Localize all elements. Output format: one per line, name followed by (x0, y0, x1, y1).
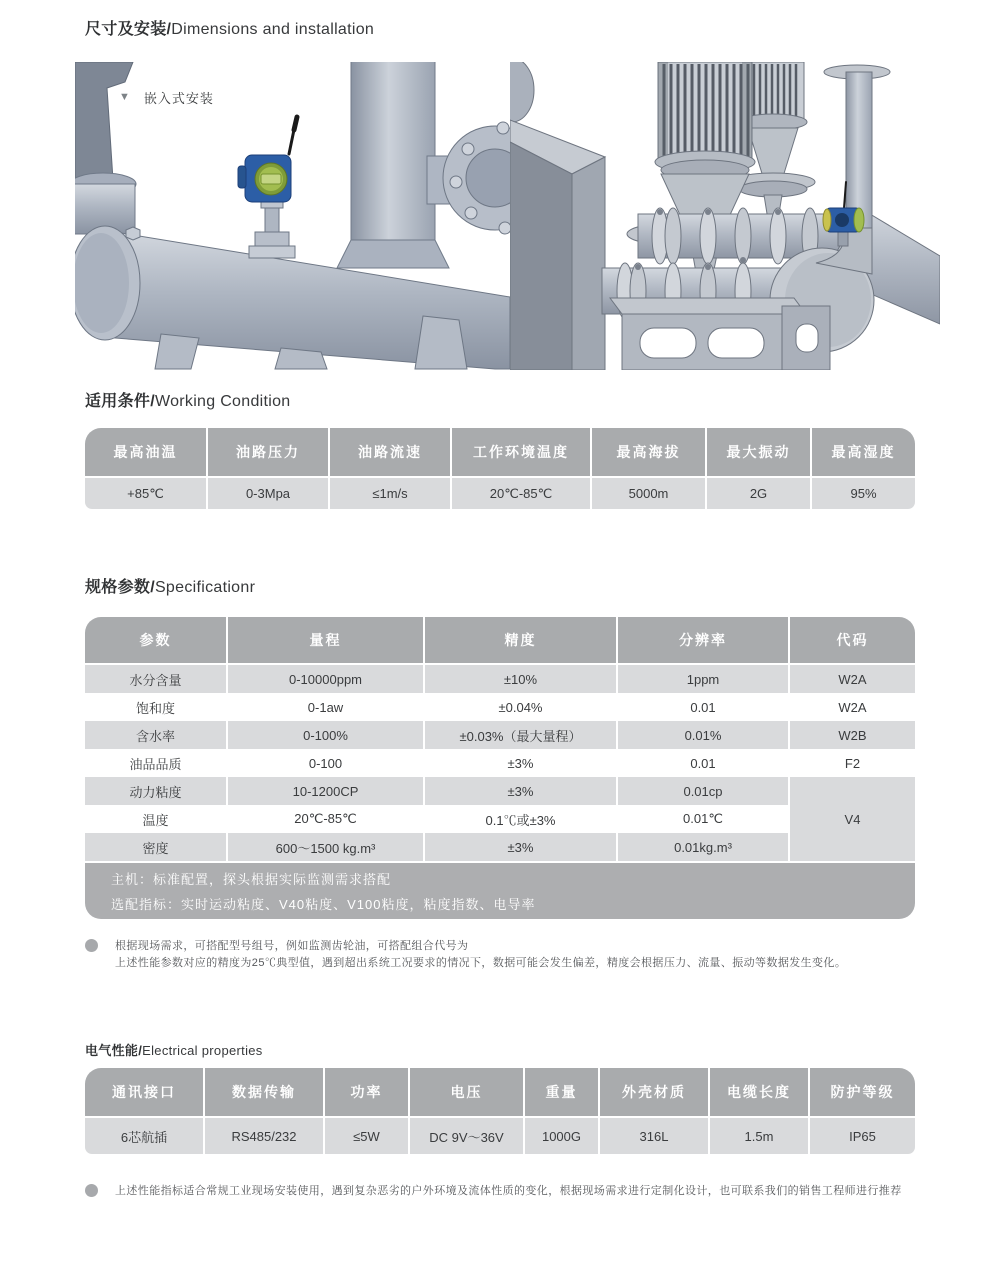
working-value-cell: +85℃ (85, 478, 208, 509)
figure-caption-text: 嵌入式安装 (143, 91, 214, 106)
spec-notes (85, 938, 925, 972)
spec-note-line: 上述性能参数对应的精度为25℃典型值，遇到超出系统工况要求的情况下，数据可能会发生偏差，精度会根据压力、流量、振动等数据发生变化。 (115, 957, 847, 970)
working-header-cell: 最高油温 (85, 428, 208, 478)
working-condition-table (85, 428, 915, 509)
spec-cell: ±0.03%（最大量程） (425, 721, 618, 749)
section-title-specification (85, 574, 255, 597)
triangle-marker-icon: ▼ (119, 91, 130, 103)
spec-cell: ±10% (425, 665, 618, 693)
spec-merged-code-cell: V4 (790, 777, 915, 861)
electrical-value-cell: 1.5m (710, 1118, 810, 1154)
electrical-header-cell: 外壳材质 (600, 1068, 710, 1118)
section-title-dimensions (85, 16, 374, 39)
spec-cell: W2A (790, 665, 915, 693)
working-value-cell: 0-3Mpa (208, 478, 330, 509)
electrical-header-cell: 电压 (410, 1068, 525, 1118)
spec-cell: 0.01 (618, 693, 790, 721)
spec-cell: 温度 (85, 805, 228, 833)
spec-cell: 0-100 (228, 749, 425, 777)
working-value-cell: 2G (707, 478, 812, 509)
spec-cell: 10-1200CP (228, 777, 425, 805)
note-bullet-icon (85, 1184, 98, 1197)
spec-cell: ±3% (425, 777, 618, 805)
spec-cell: 0.1℃或±3% (425, 805, 618, 833)
spec-cell: ±0.04% (425, 693, 618, 721)
note-bullet-icon (85, 939, 98, 952)
electrical-header-cell: 通讯接口 (85, 1068, 205, 1118)
electrical-value-cell: RS485/232 (205, 1118, 325, 1154)
electrical-note-line: 上述性能指标适合常规工业现场安装使用，遇到复杂恶劣的户外环境及流体性质的变化，根据现场需求进行定制化设计，也可联系我们的销售工程师进行推荐 (115, 1185, 902, 1197)
spec-cell: 20℃-85℃ (228, 805, 425, 833)
section-title-dimensions-zh: 尺寸及安装/ (85, 21, 172, 38)
electrical-value-cell: 6芯航插 (85, 1118, 205, 1154)
cad-render-pipeline (75, 62, 510, 370)
section-title-dimensions-en: Dimensions and installation (171, 21, 375, 38)
spec-header-cell: 分辨率 (618, 617, 790, 665)
installation-figure (75, 62, 940, 370)
spec-cell: W2A (790, 693, 915, 721)
spec-cell: 0.01% (618, 721, 790, 749)
electrical-note (85, 1183, 925, 1200)
electrical-value-cell: 1000G (525, 1118, 600, 1154)
spec-footer-line: 主机：标准配置，探头根据实际监测需求搭配 (111, 872, 392, 887)
working-header-cell: 最大振动 (707, 428, 812, 478)
spec-cell: 600～1500 kg.m³ (228, 833, 425, 861)
spec-cell: ±3% (425, 749, 618, 777)
working-value-cell: 5000m (592, 478, 707, 509)
spec-cell: 含水率 (85, 721, 228, 749)
specification-table (85, 617, 915, 919)
electrical-value-cell: 316L (600, 1118, 710, 1154)
spec-cell: 水分含量 (85, 665, 228, 693)
section-title-electrical-en: Electrical properties (142, 1043, 263, 1058)
spec-cell: ±3% (425, 833, 618, 861)
section-title-spec-zh: 规格参数/ (85, 579, 155, 596)
section-title-electrical (85, 1040, 263, 1059)
working-header-cell: 最高海拔 (592, 428, 707, 478)
spec-note-line: 根据现场需求，可搭配型号组号，例如监测齿轮油，可搭配组合代号为 (115, 940, 469, 952)
spec-footer-line: 选配指标：实时运动粘度、V40粘度、V100粘度，粘度指数、电导率 (111, 897, 536, 912)
working-value-cell: 95% (812, 478, 915, 509)
electrical-value-cell: ≤5W (325, 1118, 410, 1154)
spec-cell: 密度 (85, 833, 228, 861)
electrical-header-cell: 防护等级 (810, 1068, 915, 1118)
section-title-spec-en: Specificationr (154, 579, 256, 596)
electrical-header-cell: 电缆长度 (710, 1068, 810, 1118)
electrical-properties-table (85, 1068, 915, 1154)
spec-cell: 油品品质 (85, 749, 228, 777)
electrical-value-cell: IP65 (810, 1118, 915, 1154)
working-value-cell: ≤1m/s (330, 478, 452, 509)
electrical-header-cell: 重量 (525, 1068, 600, 1118)
section-title-working-zh: 适用条件/ (85, 393, 155, 410)
spec-header-cell: 代码 (790, 617, 915, 665)
spec-cell: 1ppm (618, 665, 790, 693)
spec-cell: 0.01℃ (618, 805, 790, 833)
working-header-cell: 油路压力 (208, 428, 330, 478)
spec-cell: 饱和度 (85, 693, 228, 721)
spec-cell: 0-10000ppm (228, 665, 425, 693)
oil-sensor-device (238, 117, 297, 258)
section-title-electrical-zh: 电气性能/ (85, 1043, 143, 1058)
electrical-header-cell: 功率 (325, 1068, 410, 1118)
electrical-header-cell: 数据传输 (205, 1068, 325, 1118)
figure-caption (119, 88, 214, 107)
spec-cell: 0.01 (618, 749, 790, 777)
spec-table-footer (85, 861, 915, 919)
spec-cell: 0.01kg.m³ (618, 833, 790, 861)
spec-cell: 0-100% (228, 721, 425, 749)
working-header-cell: 工作环境温度 (452, 428, 592, 478)
spec-cell: 动力粘度 (85, 777, 228, 805)
working-value-cell: 20℃-85℃ (452, 478, 592, 509)
working-header-cell: 最高湿度 (812, 428, 915, 478)
electrical-value-cell: DC 9V～36V (410, 1118, 525, 1154)
spec-header-cell: 精度 (425, 617, 618, 665)
spec-header-cell: 参数 (85, 617, 228, 665)
spec-cell: 0.01cp (618, 777, 790, 805)
spec-header-cell: 量程 (228, 617, 425, 665)
working-header-cell: 油路流速 (330, 428, 452, 478)
spec-cell: W2B (790, 721, 915, 749)
spec-cell: 0-1aw (228, 693, 425, 721)
section-title-working-condition (85, 388, 291, 411)
cad-render-machinery (510, 62, 940, 370)
section-title-working-en: Working Condition (154, 393, 291, 410)
spec-cell: F2 (790, 749, 915, 777)
